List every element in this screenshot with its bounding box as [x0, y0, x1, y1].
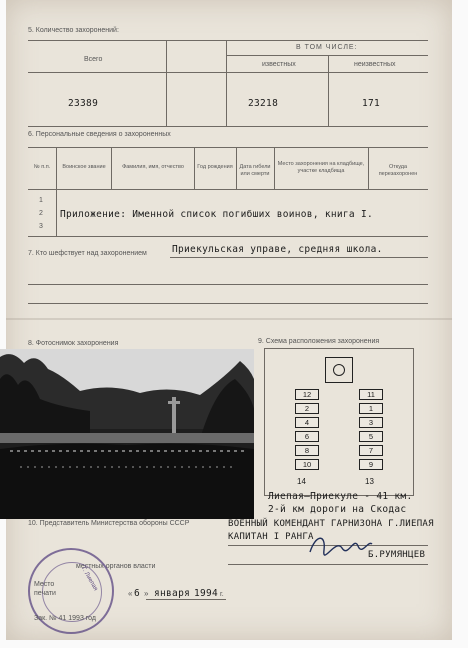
section5-title: 5. Количество захоронений: — [28, 27, 119, 34]
grave-box-right: 11 — [359, 389, 383, 400]
date-close-quote: » — [144, 589, 149, 598]
col-total: Всего — [84, 56, 103, 63]
row-number: 1 — [39, 197, 43, 204]
header-rank: Воинское звание — [62, 164, 106, 170]
row-number: 3 — [39, 223, 43, 230]
signature-scribble — [306, 530, 376, 560]
grave-box-left: 4 — [295, 417, 319, 428]
stamp-place-label: Место печати — [34, 581, 56, 597]
stamp-text: Г. Лиепая — [79, 566, 99, 592]
grave-box-right: 5 — [359, 431, 383, 442]
burial-scheme — [264, 348, 414, 496]
table6-divider — [111, 147, 112, 189]
table5-bottom-line — [28, 126, 428, 127]
grave-box-left: 6 — [295, 431, 319, 442]
row-number: 2 — [39, 210, 43, 217]
header-no: № п.п. — [33, 164, 51, 170]
monument-square — [325, 357, 353, 383]
header-place: Место захоронения на кладбище, участке кладбища — [277, 161, 365, 174]
patron-value: Приекульская управе, средняя школа. — [172, 244, 383, 255]
photo-scene — [0, 349, 254, 519]
section7-title: 7. Кто шефствует над захоронением — [28, 250, 147, 257]
grave-box-left: 12 — [295, 389, 319, 400]
date-underline — [146, 599, 226, 600]
table6-bottom-line — [28, 236, 428, 237]
grave-box-left: 8 — [295, 445, 319, 456]
signatory-title: ВОЕННЫЙ КОМЕНДАНТ ГАРНИЗОНА Г.ЛИЕПАЯ — [228, 519, 434, 529]
section10-title: 10. Представитель Министерства обороны СССР — [28, 520, 190, 527]
signatory-name: Б.РУМЯНЦЕВ — [368, 550, 426, 560]
date-open-quote: « — [128, 589, 133, 598]
signatory-rank: КАПИТАН I РАНГА — [228, 532, 314, 542]
date-month: января — [154, 588, 191, 599]
date-day: 6 — [134, 588, 141, 599]
known-value: 23218 — [248, 98, 279, 109]
header-origin: Откуда перезахоронен — [378, 164, 418, 177]
table5-sub-line — [226, 55, 428, 56]
passport-page — [6, 0, 452, 640]
paper-fold — [6, 318, 452, 320]
table6-divider — [56, 147, 57, 236]
table5-divider — [328, 55, 329, 126]
grave-box-right: 1 — [359, 403, 383, 414]
col-including: В ТОМ ЧИСЛЕ: — [296, 44, 358, 51]
grave-box-left: 2 — [295, 403, 319, 414]
header-birth: Год рождения — [197, 164, 233, 170]
table5-header-line — [28, 72, 428, 73]
blank-line — [228, 564, 428, 565]
table6-divider — [368, 147, 369, 189]
grave-box-right: 3 — [359, 417, 383, 428]
print-order: Зак. № 41 1993 год — [34, 615, 96, 622]
grave-label-bottom-right: 13 — [365, 477, 374, 486]
section8-title: 8. Фотоснимок захоронения — [28, 340, 119, 347]
header-name: Фамилия, имя, отчество — [122, 164, 184, 170]
date-year: 1994 — [194, 588, 219, 599]
header-death: Дата гибели или смерти — [239, 164, 271, 177]
blank-line — [28, 303, 428, 304]
date-suffix: г. — [220, 591, 224, 598]
total-value: 23389 — [68, 98, 99, 109]
col-unknown: неизвестных — [354, 61, 396, 68]
section10-local: местных органов власти — [76, 563, 156, 570]
route-line-2: 2-й км дороги на Скодас — [268, 504, 407, 515]
section6-title: 6. Персональные сведения о захороненных — [28, 131, 171, 138]
grave-box-left: 10 — [295, 459, 319, 470]
table6-header-line — [28, 189, 428, 190]
grave-box-right: 9 — [359, 459, 383, 470]
blank-line — [28, 284, 428, 285]
appendix-note: Приложение: Именной список погибших воинов, книга I. — [60, 209, 374, 220]
patron-underline — [170, 257, 428, 258]
table6-divider — [194, 147, 195, 189]
table5-divider — [166, 40, 167, 126]
section9-title: 9. Схема расположения захоронения — [258, 338, 380, 345]
route-line-1: Лиепая–Приекуле - 41 км. — [268, 491, 413, 502]
col-known: известных — [262, 61, 296, 68]
burial-photo — [0, 349, 254, 519]
grave-box-right: 7 — [359, 445, 383, 456]
table5-divider — [226, 40, 227, 126]
grave-label-bottom-left: 14 — [297, 477, 306, 486]
table6-divider — [236, 147, 237, 189]
table6-divider — [274, 147, 275, 189]
table5-top-line — [28, 40, 428, 41]
unknown-value: 171 — [362, 98, 381, 109]
monument-circle — [333, 364, 345, 376]
